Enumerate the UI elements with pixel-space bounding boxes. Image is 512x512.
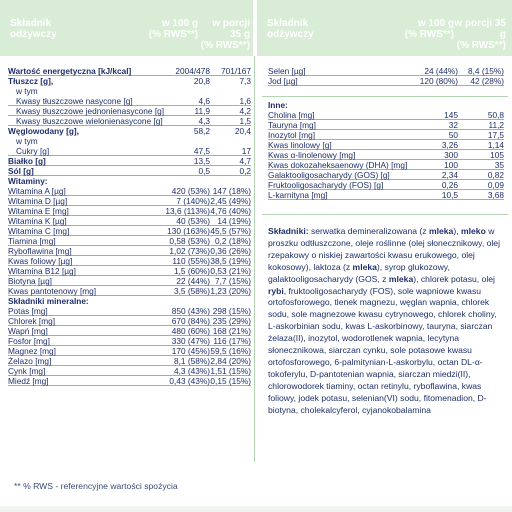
ingredient-text: w proszku odtłuszczone, oleje roślinne (olej słonecznikowy, olej rzepakowy o niskiej zawartości kwasu erukowego, olej kokosowy), laktoza (z	[268, 226, 500, 272]
value-per-portion: 298 (15%)	[212, 306, 251, 316]
value-per-portion: 701/167	[221, 66, 251, 76]
table-row	[268, 66, 504, 76]
value-per-100g: 1,5 (60%)	[174, 266, 210, 276]
table-row	[268, 76, 504, 86]
row-label: Wartość energetyczna [kJ/kcal]	[8, 66, 132, 76]
table-row	[268, 130, 504, 140]
footnote: ** % RWS - referencyjne wartości spożycia	[14, 481, 178, 491]
value-per-portion: 42 (28%)	[470, 76, 504, 86]
table-row	[8, 356, 251, 366]
value-per-portion: 8,4 (15%)	[468, 66, 504, 76]
table-row	[8, 86, 251, 96]
row-label: Jod [µg]	[268, 76, 298, 86]
table-row	[8, 326, 251, 336]
row-label: Potas [mg]	[8, 306, 48, 316]
row-label: Kwasy tłuszczowe jednonienasycone [g]	[16, 106, 165, 116]
value-per-100g: 24 (44%)	[424, 66, 458, 76]
row-label: Kwas α-linolenowy [mg]	[268, 150, 356, 160]
header-per-100g: w 100 g (% RWS**)	[404, 18, 454, 40]
row-label: Żelazo [mg]	[8, 356, 52, 366]
value-per-100g: 58,2	[193, 126, 210, 136]
value-per-100g: 7 (140%)	[176, 196, 210, 206]
value-per-portion: 7,3	[239, 76, 251, 86]
row-label: Fruktooligosacharydy (FOS) [g]	[268, 180, 384, 190]
value-per-100g: 170 (45%)	[171, 346, 210, 356]
table-row	[8, 126, 251, 136]
allergen-text: mleko	[460, 226, 486, 236]
value-per-portion: 147 (18%)	[212, 186, 251, 196]
value-per-100g: 13,5	[193, 156, 210, 166]
value-per-100g: 8,1 (58%)	[174, 356, 210, 366]
value-per-portion: 14 (19%)	[217, 216, 251, 226]
value-per-portion: 3,68	[487, 190, 504, 200]
row-label: Selen [µg]	[268, 66, 306, 76]
value-per-100g: 120 (80%)	[419, 76, 458, 86]
value-per-100g: 4,6	[198, 96, 210, 106]
value-per-portion: 1,5	[239, 116, 251, 126]
table-row	[8, 376, 251, 386]
value-per-100g: 3,26	[441, 140, 458, 150]
table-row	[268, 110, 504, 120]
value-per-portion: 4,7	[239, 156, 251, 166]
row-label: Kwasy tłuszczowe wielonienasycone [g]	[16, 116, 163, 126]
row-label: Cholina [mg]	[268, 110, 315, 120]
value-per-100g: 1,02 (73%)	[169, 246, 210, 256]
value-per-100g: 11,9	[194, 106, 210, 116]
left-table-header	[0, 0, 253, 56]
value-per-100g: 2004/478	[175, 66, 210, 76]
value-per-portion: 168 (21%)	[212, 326, 251, 336]
ingredient-text: ), syrop glukozowy, galaktooligosacharydy (GOS, z	[268, 261, 450, 284]
value-per-portion: 45,5 (57%)	[210, 226, 251, 236]
table-row	[8, 306, 251, 316]
row-label: Wapń [mg]	[8, 326, 48, 336]
table-row	[8, 266, 251, 276]
row-label: Fosfor [mg]	[8, 336, 50, 346]
row-label: Witaminy:	[8, 176, 48, 186]
value-per-portion: 0,2 (18%)	[215, 236, 251, 246]
value-per-100g: 100	[444, 160, 458, 170]
value-per-100g: 850 (43%)	[171, 306, 210, 316]
value-per-100g: 47,5	[193, 146, 210, 156]
row-label: Ryboflawina [mg]	[8, 246, 72, 256]
bottom-bar	[0, 506, 512, 512]
table-row	[268, 170, 504, 180]
row-label: Witamina K [µg]	[8, 216, 67, 226]
value-per-100g: 145	[444, 110, 458, 120]
ingredient-text: , fruktooligosacharydy (FOS), sole wapniowe kwasu ortofosforowego, tlenek magnezu, węglan wapnia, chlorek sodu, sole magnezowe kwasu cytrynowego, chlorek choliny, L-askorbinian sodu, kwas L-askorbinowy, tauryna, siarczan żelaza(II), inozytol, wodorotlenek wapnia, lecytyna słonecznikowa, siarczan cynku, sole potasowe kwasu ortofosforowego, 6-palmitynian-L-askorbylu, octan DL-α-tokoferylu, D-pantotenian wapnia, siarczan miedzi(II), chlorowodorek tiaminy, octan retinylu, ryboflawina, kwas foliowy, jodek potasu, selenian(VI) sodu, fitomenadion, D-biotyna, cholekalcyferol, cyjanokobalamina	[268, 285, 497, 415]
row-label: Inne:	[268, 100, 288, 110]
row-label: Magnez [mg]	[8, 346, 56, 356]
table-row	[8, 236, 251, 246]
value-per-portion: 0,82	[487, 170, 504, 180]
header-per-portion: w porcji 35 g (% RWS**)	[200, 18, 250, 51]
value-per-100g: 670 (84%)	[171, 316, 210, 326]
table-row	[8, 176, 251, 186]
table-row	[8, 206, 251, 216]
value-per-portion: 2,84 (20%)	[210, 356, 251, 366]
value-per-portion: 1,14	[487, 140, 504, 150]
row-label: Cukry [g]	[16, 146, 50, 156]
value-per-portion: 38,5 (19%)	[210, 256, 251, 266]
ingredients-text	[268, 226, 506, 417]
row-label: w tym	[16, 86, 38, 96]
section-divider	[262, 96, 508, 97]
header-per-100g: w 100 g (% RWS**)	[148, 18, 198, 40]
table-row	[8, 156, 251, 166]
header-nutrient-label: Składnik odżywczy	[10, 18, 57, 40]
row-label: Składniki mineralne:	[8, 296, 89, 306]
row-label: Tauryna [mg]	[268, 120, 316, 130]
table-row	[8, 136, 251, 146]
header-nutrient-label: Składnik odżywczy	[267, 18, 314, 40]
row-label: Tiamina [mg]	[8, 236, 56, 246]
value-per-100g: 20,8	[193, 76, 210, 86]
row-label: Witamina C [mg]	[8, 226, 70, 236]
row-label: Tłuszcz [g],	[8, 76, 54, 86]
table-row	[8, 146, 251, 156]
value-per-portion: 0,15 (15%)	[210, 376, 251, 386]
value-per-100g: 130 (163%)	[167, 226, 210, 236]
row-label: Kwas foliowy [µg]	[8, 256, 73, 266]
value-per-portion: 1,23 (20%)	[210, 286, 251, 296]
table-row	[8, 106, 251, 116]
table-row	[8, 96, 251, 106]
value-per-100g: 50	[448, 130, 458, 140]
table-row	[268, 190, 504, 200]
ingredient-text: serwatka demineralizowana (z	[310, 226, 429, 236]
table-row	[8, 336, 251, 346]
table-row	[8, 296, 251, 306]
row-label: w tym	[16, 136, 38, 146]
row-label: Cynk [mg]	[8, 366, 46, 376]
nutrition-table-left	[8, 66, 251, 386]
value-per-100g: 420 (53%)	[171, 186, 210, 196]
value-per-100g: 300	[444, 150, 458, 160]
row-label: Sól [g]	[8, 166, 34, 176]
value-per-100g: 10,5	[441, 190, 458, 200]
table-row	[8, 316, 251, 326]
value-per-portion: 35	[494, 160, 504, 170]
row-label: Kwasy tłuszczowe nasycone [g]	[16, 96, 133, 106]
value-per-100g: 110 (55%)	[172, 256, 210, 266]
ingredient-text: ), chlorek potasu, olej	[413, 273, 495, 284]
allergen-text: mleka	[428, 226, 454, 236]
value-per-100g: 4,3	[198, 116, 210, 126]
column-divider	[254, 56, 255, 462]
row-label: Galaktooligosacharydy (GOS) [g]	[268, 170, 390, 180]
value-per-100g: 0,58 (53%)	[169, 236, 210, 246]
value-per-100g: 32	[448, 120, 458, 130]
table-row	[8, 286, 251, 296]
header-per-portion: w porcji 35 g (% RWS**)	[454, 18, 506, 51]
table-row	[8, 166, 251, 176]
value-per-portion: 17,5	[487, 130, 504, 140]
value-per-portion: 4,2	[239, 106, 251, 116]
table-row	[268, 120, 504, 130]
value-per-100g: 2,34	[441, 170, 458, 180]
table-row	[268, 140, 504, 150]
section-divider	[262, 214, 508, 215]
table-row	[8, 346, 251, 356]
table-row	[8, 76, 251, 86]
table-row	[8, 256, 251, 266]
ingredients-heading: Składniki:	[268, 226, 309, 236]
value-per-portion: 105	[490, 150, 504, 160]
table-row	[8, 116, 251, 126]
row-label: Węglowodany [g],	[8, 126, 79, 136]
value-per-100g: 0,43 (43%)	[169, 376, 210, 386]
row-label: Witamina B12 [µg]	[8, 266, 76, 276]
row-label: Witamina A [µg]	[8, 186, 66, 196]
row-label: Witamina E [mg]	[8, 206, 69, 216]
table-row	[268, 180, 504, 190]
row-label: Kwas linolowy [g]	[268, 140, 332, 150]
right-table-header	[257, 0, 512, 56]
value-per-portion: 2,45 (49%)	[210, 196, 251, 206]
row-label: Miedź [mg]	[8, 376, 49, 386]
value-per-portion: 11,2	[488, 120, 504, 130]
row-label: Kwas dokozaheksaenowy (DHA) [mg]	[268, 160, 408, 170]
value-per-100g: 40 (53%)	[176, 216, 210, 226]
allergen-text: mleka	[352, 261, 377, 272]
value-per-portion: 50,8	[487, 110, 504, 120]
row-label: Inozytol [mg]	[268, 130, 316, 140]
table-row	[268, 150, 504, 160]
row-label: Kwas pantotenowy [mg]	[8, 286, 97, 296]
allergen-text: rybi	[268, 285, 284, 296]
value-per-100g: 330 (47%)	[171, 336, 210, 346]
nutrition-table-right-other	[268, 100, 504, 200]
allergen-text: mleka	[388, 273, 414, 284]
table-row	[8, 276, 251, 286]
value-per-portion: 4,76 (40%)	[210, 206, 251, 216]
row-label: L-karnityna [mg]	[268, 190, 328, 200]
value-per-100g: 3,5 (58%)	[174, 286, 210, 296]
value-per-portion: 1,6	[239, 96, 251, 106]
row-label: Chlorek [mg]	[8, 316, 56, 326]
table-row	[8, 246, 251, 256]
value-per-100g: 0,5	[198, 166, 210, 176]
value-per-portion: 0,09	[487, 180, 504, 190]
table-row	[8, 66, 251, 76]
value-per-portion: 1,51 (15%)	[210, 366, 251, 376]
value-per-portion: 0,2	[239, 166, 251, 176]
value-per-100g: 480 (60%)	[171, 326, 210, 336]
value-per-portion: 7,7 (15%)	[215, 276, 251, 286]
value-per-100g: 13,6 (113%)	[165, 206, 210, 216]
table-row	[8, 226, 251, 236]
value-per-portion: 20,4	[234, 126, 251, 136]
table-row	[8, 196, 251, 206]
table-row	[8, 366, 251, 376]
table-row	[268, 160, 504, 170]
table-row	[268, 100, 504, 110]
value-per-100g: 4,3 (43%)	[174, 366, 210, 376]
value-per-100g: 0,26	[441, 180, 458, 190]
row-label: Witamina D [µg]	[8, 196, 68, 206]
ingredient-text: ),	[453, 226, 461, 236]
value-per-portion: 59,5 (16%)	[210, 346, 251, 356]
value-per-portion: 17	[241, 146, 251, 156]
value-per-portion: 116 (17%)	[213, 336, 251, 346]
nutrition-table-right-minerals	[268, 66, 504, 86]
value-per-portion: 0,36 (26%)	[210, 246, 251, 256]
table-row	[8, 216, 251, 226]
table-row	[8, 186, 251, 196]
row-label: Białko [g]	[8, 156, 46, 166]
value-per-portion: 235 (29%)	[212, 316, 251, 326]
value-per-100g: 22 (44%)	[176, 276, 210, 286]
value-per-portion: 0,53 (21%)	[210, 266, 251, 276]
row-label: Biotyna [µg]	[8, 276, 52, 286]
